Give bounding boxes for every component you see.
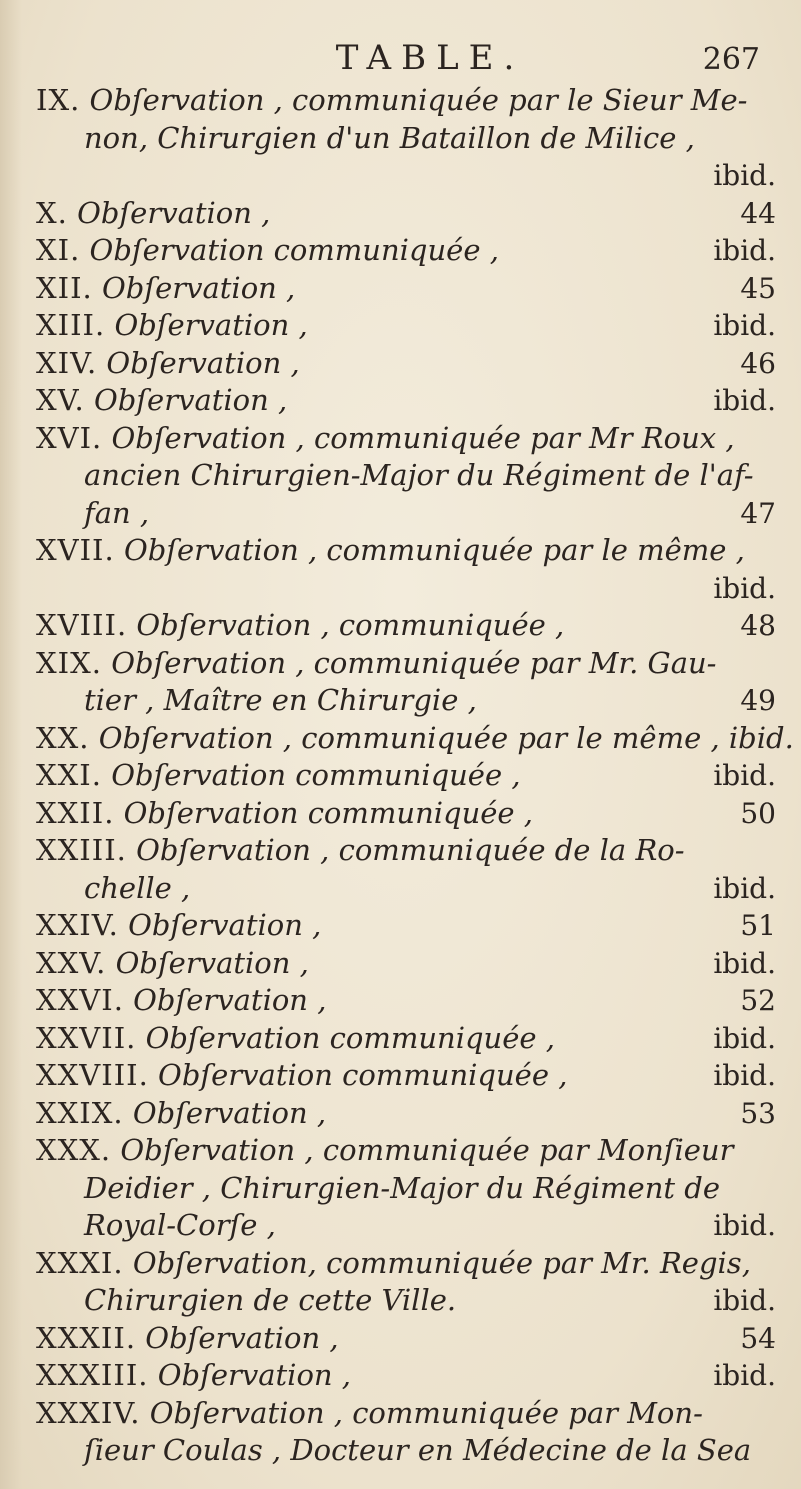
toc-entry — [36, 82, 776, 120]
entry-number: XXII. — [36, 795, 115, 830]
entry-page-ref: ibid. — [713, 946, 776, 980]
entry-text: Obſervation communiquée , — [89, 233, 499, 267]
entry-text: Obſervation , — [114, 308, 308, 342]
entry-text: Obſervation , — [115, 945, 309, 980]
toc-entry — [36, 870, 776, 908]
entry-text: Deidier , Chirurgien-Major du Régiment de — [84, 1170, 720, 1205]
toc-entry — [36, 757, 776, 795]
page-title: TABLE. — [335, 38, 525, 78]
entry-number: XV. — [36, 383, 85, 417]
entry-text: Obſervation , — [132, 1095, 327, 1130]
entry-number: XXXI. — [36, 1245, 124, 1280]
entry-page-ref: ibid. — [713, 759, 776, 792]
toc-entry — [36, 645, 776, 683]
toc-entry — [36, 907, 776, 945]
entry-number: XXIX. — [36, 1095, 124, 1130]
entry-number: XXXII. — [36, 1320, 137, 1355]
entry-page-ref: 54 — [740, 1321, 776, 1355]
toc-entry — [36, 382, 776, 420]
entry-number: XIII. — [36, 308, 106, 342]
toc-entry — [36, 720, 794, 758]
toc-entry — [36, 570, 776, 608]
entry-text: Obſervation , — [102, 270, 296, 305]
entry-page-ref: ibid. — [713, 1209, 776, 1242]
entry-text: ſieur Coulas , Docteur en Médecine de la Sea — [84, 1433, 752, 1467]
toc-entry — [36, 532, 776, 570]
toc-entry — [36, 195, 776, 233]
entry-page-ref: ibid. — [713, 571, 776, 605]
entry-text: Chirurgien de cette Ville. — [84, 1283, 457, 1317]
entry-text: Obſervation , — [128, 908, 322, 942]
entry-text: Obſervation , — [145, 1320, 339, 1355]
entry-text: Obſervation , communiquée de la Ro- — [136, 833, 685, 867]
toc-entry — [36, 345, 776, 383]
entry-text: Obſervation , — [77, 195, 271, 230]
entry-text: non, Chirurgien d'un Bataillon de Milice , — [84, 120, 695, 155]
entry-text: chelle , — [84, 870, 191, 905]
entry-text: Obſervation , communiquée , — [136, 608, 565, 642]
entry-page-ref: 50 — [740, 796, 776, 830]
entry-page-ref: ibid. — [713, 1284, 776, 1317]
toc-entry — [36, 682, 776, 720]
entry-page-ref: 48 — [740, 609, 776, 642]
toc-entry — [36, 982, 776, 1020]
entry-number: XIV. — [36, 345, 98, 380]
entry-text: Royal-Corſe , — [84, 1208, 276, 1242]
entry-number: X. — [36, 195, 68, 230]
entry-text: tier , Maître en Chirurgie , — [84, 683, 477, 717]
entry-text: ancien Chirurgien-Major du Régiment de l'af- — [84, 458, 754, 492]
entry-text: Obſervation , — [93, 383, 288, 417]
entry-text: Obſervation , communiquée par Mr Roux , — [111, 420, 735, 455]
entry-number: XXI. — [36, 758, 102, 792]
page-edge-shadow — [0, 0, 22, 1489]
toc-entry — [36, 1282, 776, 1320]
toc-entry — [36, 1432, 776, 1470]
entry-page-ref: ibid. — [713, 159, 776, 192]
entry-page-ref: 52 — [740, 984, 776, 1017]
entry-number: XX. — [36, 720, 90, 755]
entry-text: Obſervation , communiquée par le Sieur Me- — [89, 83, 748, 117]
toc-entry — [36, 270, 776, 308]
page-number: 267 — [702, 42, 760, 77]
toc-entry — [36, 1395, 776, 1433]
entry-page-ref: ibid. — [713, 871, 776, 905]
entry-number: XVII. — [36, 533, 115, 567]
entry-number: XXVII. — [36, 1020, 137, 1055]
toc-entry — [36, 1095, 776, 1133]
entry-page-ref: 45 — [740, 271, 776, 305]
entry-number: XXX. — [36, 1133, 112, 1167]
toc-entry — [36, 1320, 776, 1358]
entry-text: fan , — [84, 495, 150, 530]
toc-entry — [36, 1207, 776, 1245]
entry-text: Obſervation communiquée , — [111, 758, 521, 792]
toc-entry — [36, 832, 776, 870]
toc-entry — [36, 1057, 776, 1095]
entry-page-ref: ibid. — [713, 1021, 776, 1055]
toc-entry — [36, 607, 776, 645]
entry-number: XXVIII. — [36, 1058, 149, 1092]
entry-text: Obſervation , — [157, 1358, 352, 1392]
entry-page-ref: 53 — [740, 1096, 776, 1130]
entry-page-ref: ibid. — [713, 384, 776, 417]
entry-text: Obſervation , — [133, 983, 327, 1017]
entry-text: Obſervation , communiquée par Mon- — [149, 1395, 703, 1430]
toc-entry — [36, 1020, 776, 1058]
toc-entry — [36, 457, 776, 495]
entry-number: IX. — [36, 83, 81, 117]
entry-text: Obſervation , communiquée par le même , ibid. — [98, 720, 794, 755]
entry-number: XXV. — [36, 945, 107, 980]
toc-entry — [36, 1132, 776, 1170]
toc-entry — [36, 495, 776, 533]
entry-number: XVI. — [36, 420, 103, 455]
entry-number: XII. — [36, 270, 93, 305]
entry-text: Obſervation communiquée , — [123, 795, 534, 830]
entry-page-ref: 49 — [740, 684, 776, 717]
entry-page-ref: 44 — [740, 196, 776, 230]
entry-text: Obſervation , communiquée par Monſieur — [120, 1133, 734, 1167]
toc-entry — [36, 307, 776, 345]
toc-entry — [36, 1357, 776, 1395]
entry-text: Obſervation communiquée , — [145, 1020, 555, 1055]
toc-entry — [36, 1170, 776, 1208]
entry-text: Obſervation , communiquée par Mr. Gau- — [111, 645, 717, 680]
toc-entry — [36, 1245, 776, 1283]
toc-entry — [36, 157, 776, 195]
entry-page-ref: 47 — [740, 496, 776, 530]
entry-page-ref: 46 — [740, 346, 776, 380]
entry-text: Obſervation , communiquée par le même , — [123, 533, 745, 567]
entry-text: Obſervation , — [106, 345, 300, 380]
entry-number: XXIII. — [36, 833, 127, 867]
entry-page-ref: ibid. — [713, 309, 776, 342]
toc-entry — [36, 945, 776, 983]
entry-page-ref: ibid. — [713, 234, 776, 267]
page-header — [100, 38, 760, 86]
entry-text: Obſervation communiquée , — [158, 1058, 568, 1092]
entry-page-ref: ibid. — [713, 1359, 776, 1392]
entry-page-ref: ibid. — [713, 1059, 776, 1092]
table-of-contents — [36, 82, 794, 1470]
toc-entry — [36, 420, 776, 458]
entry-text: Obſervation, communiquée par Mr. Regis, — [132, 1245, 751, 1280]
toc-entry — [36, 120, 776, 158]
entry-number: XIX. — [36, 645, 102, 680]
toc-entry — [36, 232, 776, 270]
entry-number: XXXIII. — [36, 1358, 149, 1392]
entry-number: XXXIV. — [36, 1395, 141, 1430]
entry-number: XXVI. — [36, 983, 124, 1017]
entry-page-ref: 51 — [740, 909, 776, 942]
entry-number: XVIII. — [36, 608, 128, 642]
toc-entry — [36, 795, 776, 833]
entry-number: XI. — [36, 233, 81, 267]
entry-number: XXIV. — [36, 908, 119, 942]
